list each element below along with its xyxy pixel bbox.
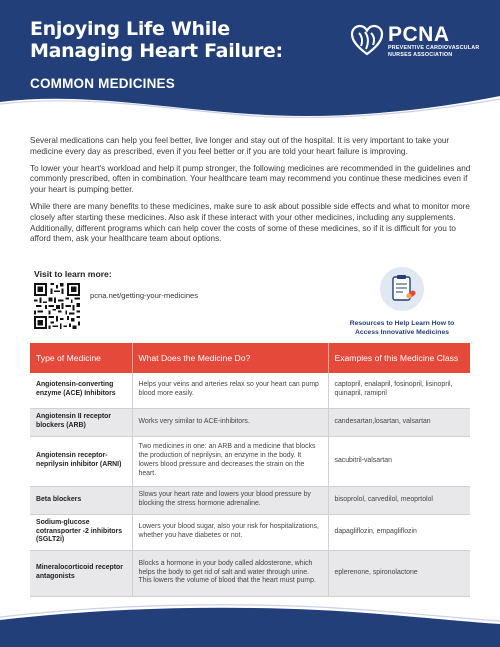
clipboard-medicine-icon [379,266,425,312]
intro-text [30,136,474,251]
cell-does: Works very similar to ACE-inhibitors. [132,408,328,436]
cell-does: Helps your veins and arteries relax so your heart can pump blood more easily. [132,373,328,408]
cell-examples: bisoprolol, carvedilol, meoprtolol [328,486,470,514]
table-row [30,408,470,436]
learn-more-url[interactable]: pcna.net/getting-your-medicines [90,291,199,300]
resources-callout[interactable] [340,266,464,338]
header-banner [0,0,500,118]
intro-paragraph-2: To lower your heart's workload and help it pump stronger, the following medicines are recommended in the guidelines and commonly prescribed, often in combination. Your healthcare team may recommend you continue these medicines even if your heart is pumping better. [30,163,471,195]
cell-examples: eplerenone, spironolactone [328,550,470,596]
header-does: What Does the Medicine Do? [132,343,328,373]
qr-code-icon[interactable] [34,283,80,329]
header-type: Type of Medicine [30,343,132,373]
cell-examples: candesartan,losartan, valsartan [328,408,470,436]
page-subtitle: COMMON MEDICINES [30,76,175,91]
pcna-heart-logo-icon [350,24,384,58]
footer-wave-decoration [0,600,500,647]
logo-name: PCNA [388,23,450,46]
table-row [30,373,470,408]
cell-does: Blocks a hormone in your body called aldosterone, which helps the body to get rid of salt and water through urine. This lowers the volume of blood that the heart must pump. [132,550,328,596]
cell-does: Slows your heart rate and lowers your blood pressure by blocking the stress hormone adrenaline. [132,486,328,514]
cell-type: Angiotensin II receptor blockers (ARB) [30,408,132,436]
title-line-2: Managing Heart Failure: [30,40,283,62]
intro-paragraph-1: Several medications can help you feel better, live longer and stay out of the hospital. It is very important to take your medicine every day as prescribed, even if you feel better or if you are told your heart failure is improving. [30,136,450,156]
resources-label-line-1: Resources to Help Learn How to [349,320,455,327]
table-row [30,514,470,550]
pcna-logo [350,24,479,58]
cell-does: Lowers your blood sugar, also your risk for hospitalizations, whether you have diabetes or not. [132,514,328,550]
cell-does: Two medicines in one: an ARB and a medicine that blocks the production of neprilysin, an enzyme in the body. It lowers blood pressure and decreases the strain on the heart. [132,436,328,486]
logo-subtitle-line-1: PREVENTIVE CARDIOVASCULAR [388,45,480,51]
cell-type: Angiotensin receptor-neprilysin inhibitor (ARNI) [30,436,132,486]
medicines-table [30,343,470,597]
resources-label [340,320,464,338]
table-row [30,550,470,596]
intro-paragraph-3: While there are many benefits to these medicines, make sure to ask about possible side effects and what to monitor more closely after starting these medicines. Also ask if these interact with your other medicines, including any supplements. Additionally, different programs which can help cover the costs of some of these medicines, so if it is difficult for you to afford them, ask your healthcare team about options. [30,201,470,244]
logo-subtitle-line-2: NURSES ASSOCIATION [388,51,453,58]
title-line-1: Enjoying Life While [30,18,230,40]
cell-type: Sodium-glucose cotransporter -2 inhibitors (SGLT2i) [30,514,132,550]
resources-label-line-2: Access Innovative Medicines [354,328,450,336]
cell-examples: captopril, enalapril, fosinopril, lisinopril, quinapril, ramipril [328,373,470,408]
cell-examples: sacubitril-valsartan [328,436,470,486]
cell-type: Mineralocorticoid receptor antagonists [30,550,132,596]
table-row [30,486,470,514]
learn-more-heading: Visit to learn more: [34,269,112,279]
cell-type: Beta blockers [30,486,132,514]
cell-type: Angiotensin-converting enzyme (ACE) Inhibitors [30,373,132,408]
table-header-row [30,343,470,373]
table-row [30,436,470,486]
cell-examples: dapagliflozin, empagliflozin [328,514,470,550]
page-title [30,18,330,62]
header-examples: Examples of this Medicine Class [328,343,470,373]
